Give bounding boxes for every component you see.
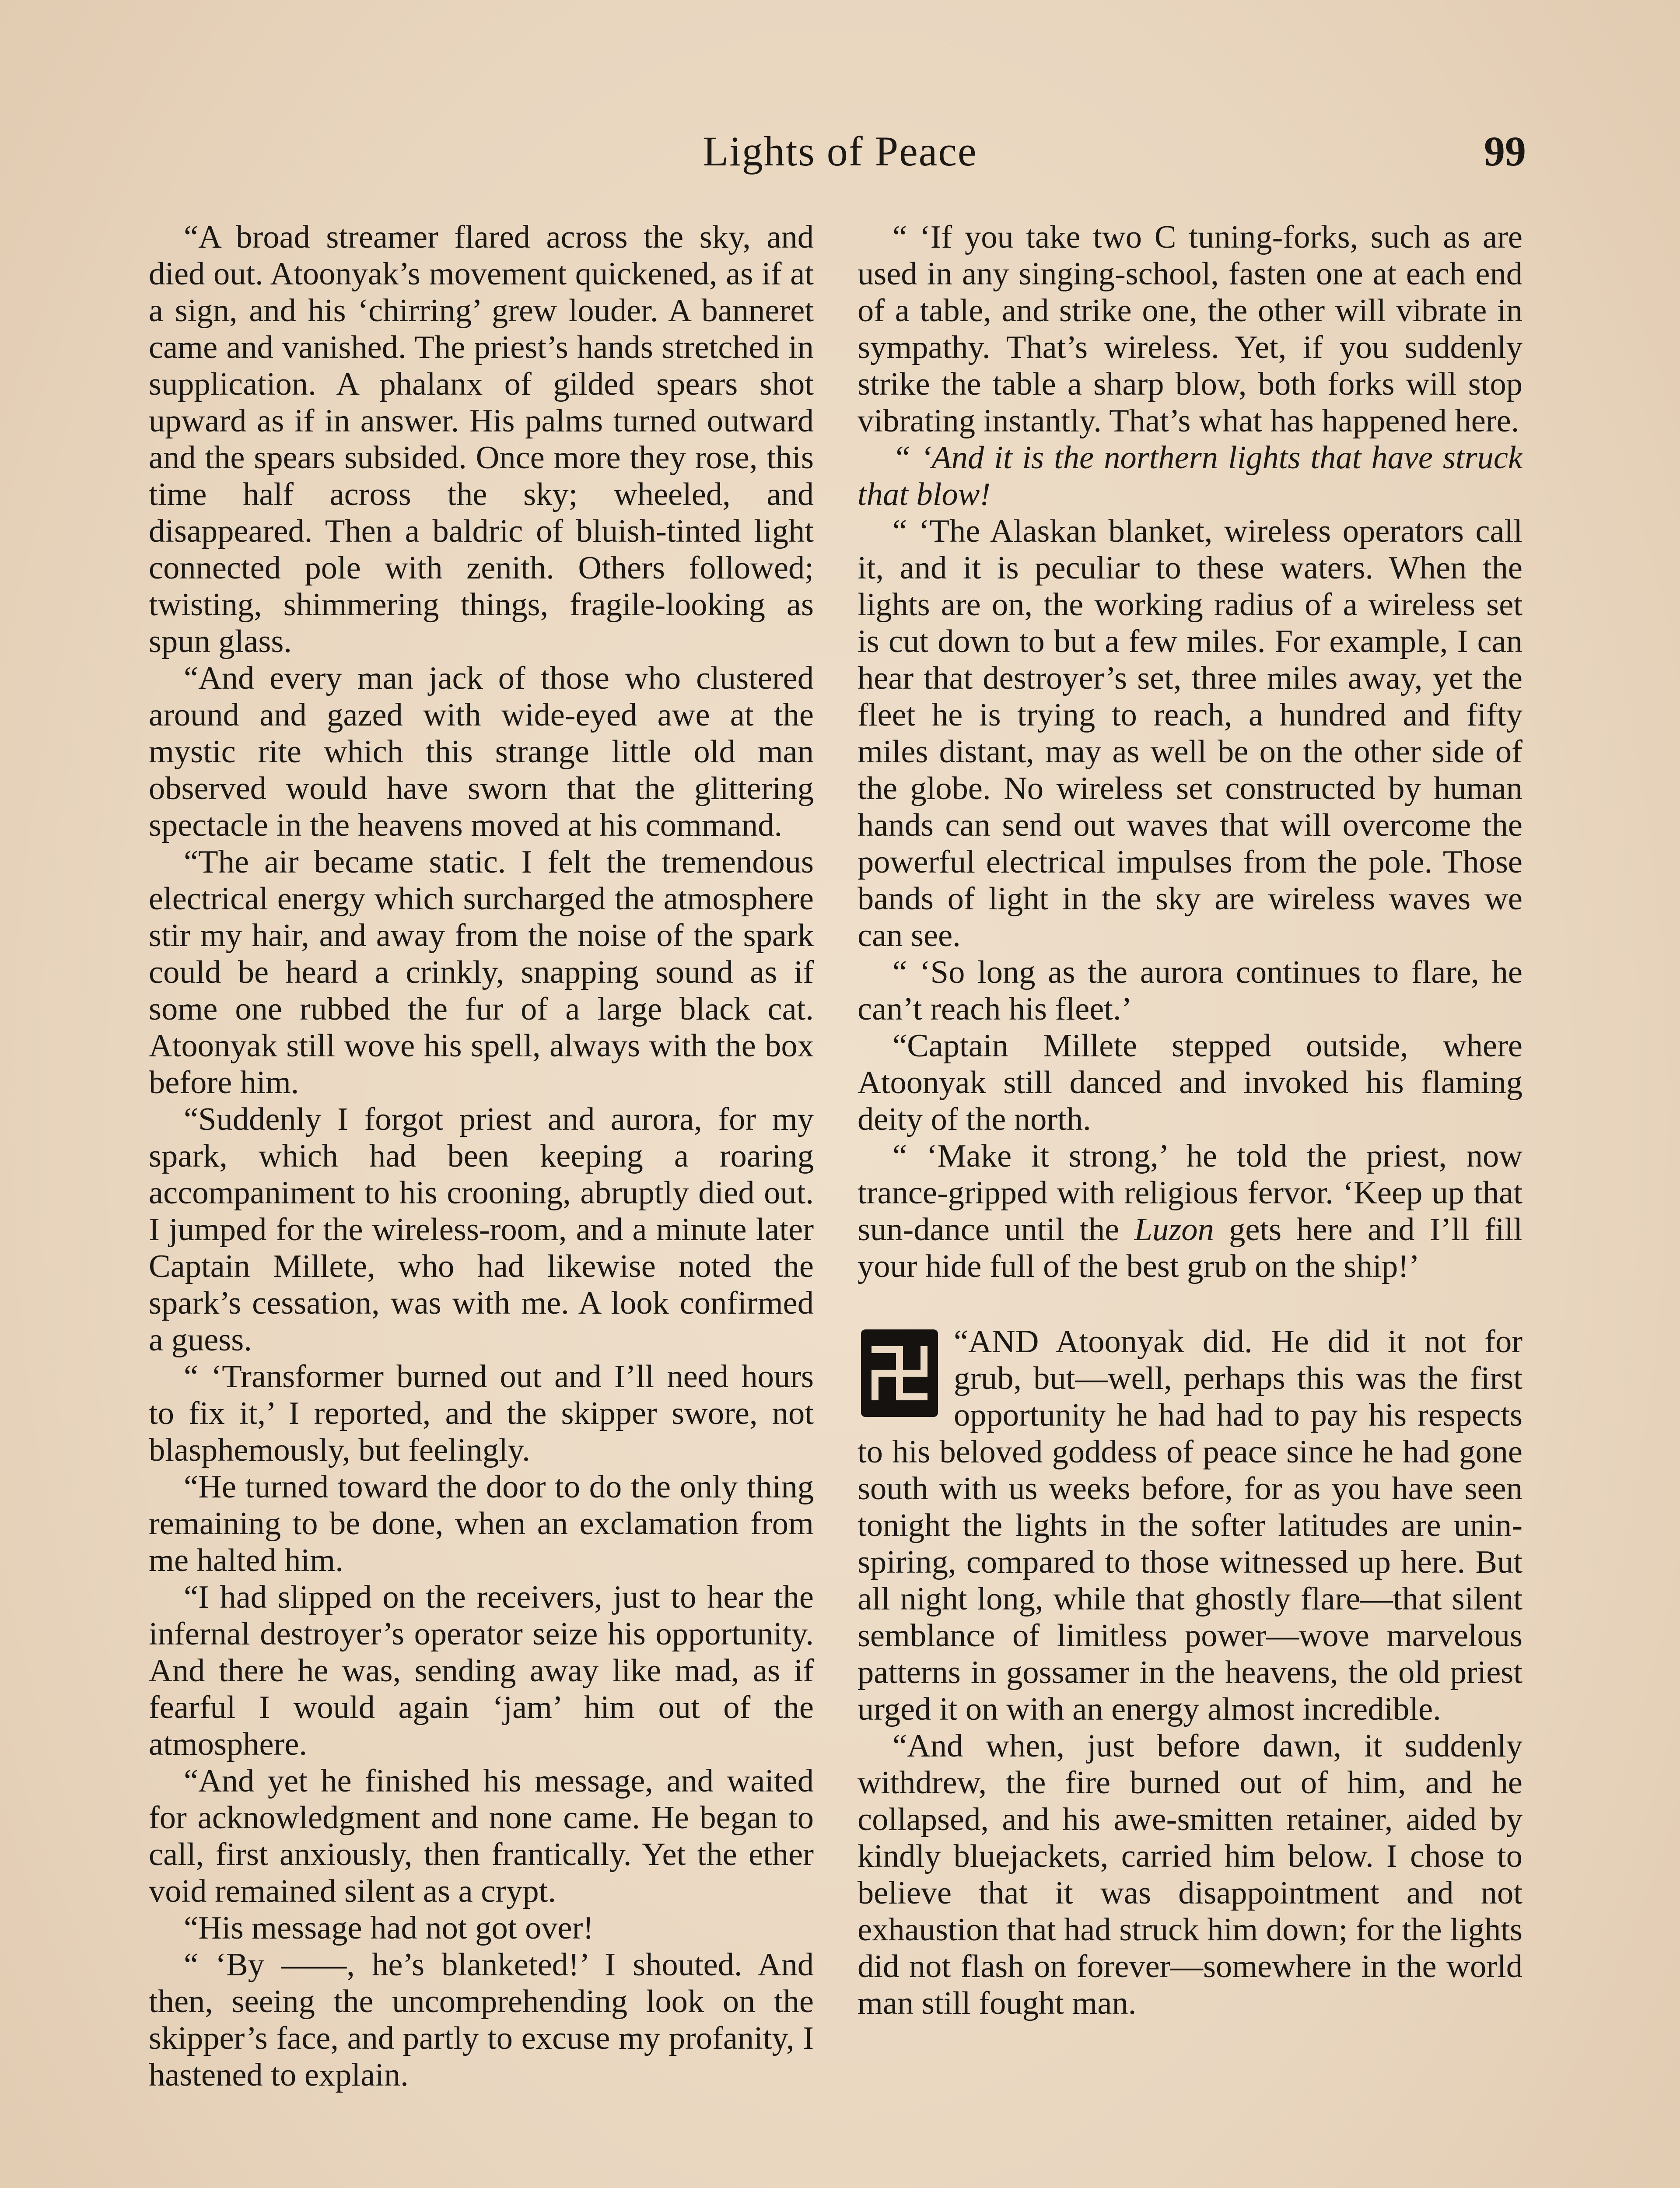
right-column [858,219,1522,2188]
paragraph-text: “AND Atoonyak did. He did it not for grub, but—well, perhaps this was the first opportunity he had had to pay his respects to his beloved goddess of peace since he had gone south with us weeks before, for as you have seen tonight the lights in the softer latitudes are uninspiring, compared to those witnessed up here. But all night long, while that ghostly flare—that silent semblance of limitless power—wove marvelous patterns in gossamer in the heavens, the old priest urged it on with an energy almost incredible. [858,1324,1522,1727]
paragraph: “A broad streamer flared across the sky, and died out. Atoonyak’s movement quickened, as if at a sign, and his ‘chirring’ grew louder. A banneret came and vanished. The priest’s hands stretched in supplication. A phalanx of gilded spears shot upward as if in answer. His palms turned outward and the spears subsided. Once more they rose, this time half across the sky; wheeled, and disappeared. Then a baldric of bluish-tinted light connected pole with zenith. Others followed; twisting, shimmering things, fragile-looking as spun glass. [149,219,814,659]
paragraph: “Captain Millete stepped outside, where Atoonyak still danced and invoked his flaming deity of the north. [858,1028,1522,1137]
paragraph: “ ‘So long as the aurora continues to flare, he can’t reach his fleet.’ [858,954,1522,1027]
paragraph-text: gets here and I’ll fill your hide full of the best grub on the ship!’ [858,1212,1522,1284]
italic-text: “ ‘And it is the northern lights that have struck that blow! [858,440,1522,512]
left-column [149,219,814,2188]
paragraph: “ ‘By ——, he’s blanketed!’ I shouted. And then, seeing the uncomprehending look on the skipper’s face, and partly to excuse my profanity, I hastened to explain. [149,1947,814,2093]
paragraph: “ ‘If you take two C tuning-forks, such as are used in any singing-school, fasten one at each end of a table, and strike one, the other will vibrate in sympathy. That’s wireless. Yet, if you suddenly strike the table a sharp blow, both forks will stop vibrating instantly. That’s what has happened here. [858,219,1522,439]
page-number: 99 [1484,128,1526,175]
paragraph-text: “ ‘Make it strong,’ he told the priest, now trance-gripped with religious fervor. ‘Keep up that sun-dance until the [858,1138,1522,1248]
paragraph: “ ‘The Alaskan blanket, wireless operators call it, and it is peculiar to these waters. When the lights are on, the working radius of a wireless set is cut down to but a few miles. For example, I can hear that destroyer’s set, three miles away, yet the fleet he is trying to reach, a hundred and fifty miles distant, may as well be on the other side of the globe. No wireless set constructed by human hands can send out waves that will overcome the powerful electrical impulses from the pole. Those bands of light in the sky are wireless waves we can see. [858,513,1522,954]
paragraph: “ ‘Transformer burned out and I’ll need hours to fix it,’ I reported, and the skipper swore, not blasphemously, but feelingly. [149,1359,814,1468]
paragraph: “He turned toward the door to do the only thing remaining to be done, when an exclamation from me halted him. [149,1469,814,1578]
paragraph: “And yet he finished his message, and waited for acknowledgment and none came. He began to call, first anxiously, then frantically. Yet the ether void remained silent as a crypt. [149,1763,814,1909]
running-title: Lights of Peace [703,128,977,175]
ship-name: Luzon [1134,1212,1214,1248]
paragraph-italic [858,439,1522,513]
page-header [0,127,1680,184]
paragraph: “And when, just before dawn, it suddenly withdrew, the fire burned out of him, and he collapsed, and his awe-smitten retainer, aided by kindly bluejackets, carried him below. I chose to believe that it was disappointment and not exhaustion that had struck him down; for the lights did not flash on forever—somewhere in the world man still fought man. [858,1728,1522,2021]
section-ornament-icon [861,1329,938,1417]
paragraph: “The air became static. I felt the tremendous electrical energy which surcharged the atmosphere stir my hair, and away from the noise of the spark could be heard a crinkly, snapping sound as if some one rubbed the fur of a large black cat. Atoonyak still wove his spell, always with the box before him. [149,844,814,1101]
paragraph: “His message had not got over! [184,1910,594,1946]
paragraph: “And every man jack of those who clustered around and gazed with wide-eyed awe at the mystic rite which this strange little old man observed would have sworn that the glittering spectacle in the heavens moved at his command. [149,660,814,843]
paragraph: “Suddenly I forgot priest and aurora, for my spark, which had been keeping a roaring accompaniment to his crooning, abruptly died out. I jumped for the wireless-room, and a minute later Captain Millete, who had likewise noted the spark’s cessation, was with me. A look confirmed a guess. [149,1101,814,1358]
paragraph: “I had slipped on the receivers, just to hear the infernal destroyer’s operator seize his opportunity. And there he was, sending away like mad, as if fearful I would again ‘jam’ him out of the atmosphere. [149,1579,814,1762]
paragraph [858,1138,1522,1285]
section-opening-paragraph [858,1323,1522,1728]
